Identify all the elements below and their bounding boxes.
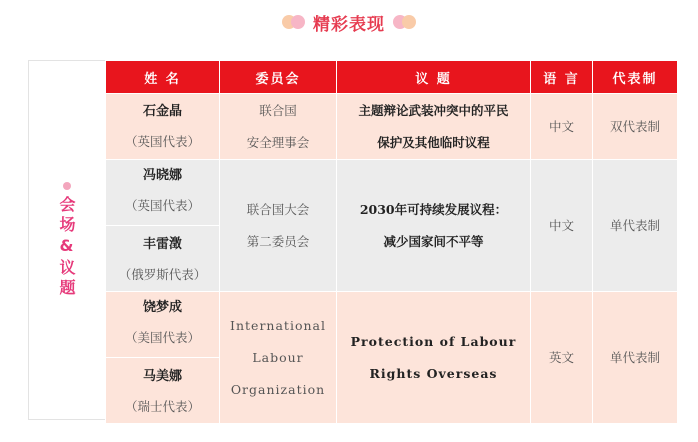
committee-cell — [220, 94, 337, 160]
delegate-name: 饶梦成 — [142, 300, 182, 315]
delegate-name: 丰雷澂 — [142, 237, 182, 252]
delegate-country: （美国代表） — [124, 330, 200, 345]
language-cell — [531, 94, 593, 160]
committee-cell — [220, 160, 337, 292]
language-value: 英文 — [548, 349, 574, 365]
header-row — [106, 61, 678, 94]
representation-cell — [593, 292, 678, 424]
committee-line: 联合国大会 — [246, 201, 310, 217]
circle-icon — [291, 15, 305, 29]
delegate-cell — [106, 94, 220, 160]
language-cell — [531, 292, 593, 424]
topic-cell — [337, 94, 531, 160]
delegate-country: （瑞士代表） — [124, 399, 200, 414]
language-value: 中文 — [548, 118, 574, 134]
topic-line: 2030年可持续发展议程： — [359, 201, 508, 217]
delegate-cell — [106, 160, 220, 292]
committee-line: International — [230, 317, 326, 333]
delegate-country: （英国代表） — [124, 133, 200, 149]
header-language: 语 言 — [531, 61, 593, 94]
topic-cell — [337, 292, 531, 424]
delegate-name: 石金晶 — [142, 103, 182, 119]
circle-icon — [402, 15, 416, 29]
representation-value: 单代表制 — [609, 217, 660, 233]
header-representation: 代表制 — [593, 61, 678, 94]
side-label — [28, 60, 105, 420]
committee-line: Organization — [230, 381, 326, 397]
page-title-bar — [0, 8, 698, 36]
topic-line: 主题辩论武装冲突中的平民 — [358, 102, 509, 118]
title-decoration-right — [393, 15, 416, 29]
representation-value: 双代表制 — [609, 118, 660, 134]
title-decoration-left — [282, 15, 305, 29]
language-value: 中文 — [548, 217, 574, 233]
page-title: 精彩表现 — [313, 14, 385, 35]
delegate-name: 冯晓娜 — [142, 168, 182, 183]
representation-cell — [593, 94, 678, 160]
delegate-country: （俄罗斯代表） — [118, 267, 207, 282]
representation-value: 单代表制 — [609, 349, 660, 365]
header-name: 姓 名 — [106, 61, 220, 94]
committee-cell — [220, 292, 337, 424]
delegate-cell — [106, 292, 220, 424]
representation-cell — [593, 160, 678, 292]
results-table — [105, 60, 678, 424]
committee-line: 第二委员会 — [246, 233, 310, 249]
side-label-text: 会场&议题 — [57, 195, 76, 299]
delegate-name: 马美娜 — [142, 369, 182, 384]
topic-line: Protection of Labour — [350, 333, 517, 349]
delegate-country: （英国代表） — [124, 198, 200, 213]
table-row — [106, 292, 678, 424]
circle-icon — [63, 182, 71, 190]
topic-line: 保护及其他临时议程 — [377, 134, 490, 150]
language-cell — [531, 160, 593, 292]
topic-cell — [337, 160, 531, 292]
table-row — [106, 94, 678, 160]
committee-line: Labour — [252, 349, 304, 365]
committee-line: 安全理事会 — [246, 134, 310, 150]
topic-line: 减少国家间不平等 — [383, 233, 484, 249]
table-row — [106, 160, 678, 292]
header-topic: 议 题 — [337, 61, 531, 94]
topic-line: Rights Overseas — [369, 365, 498, 381]
committee-line: 联合国 — [259, 102, 297, 118]
header-committee: 委员会 — [220, 61, 337, 94]
